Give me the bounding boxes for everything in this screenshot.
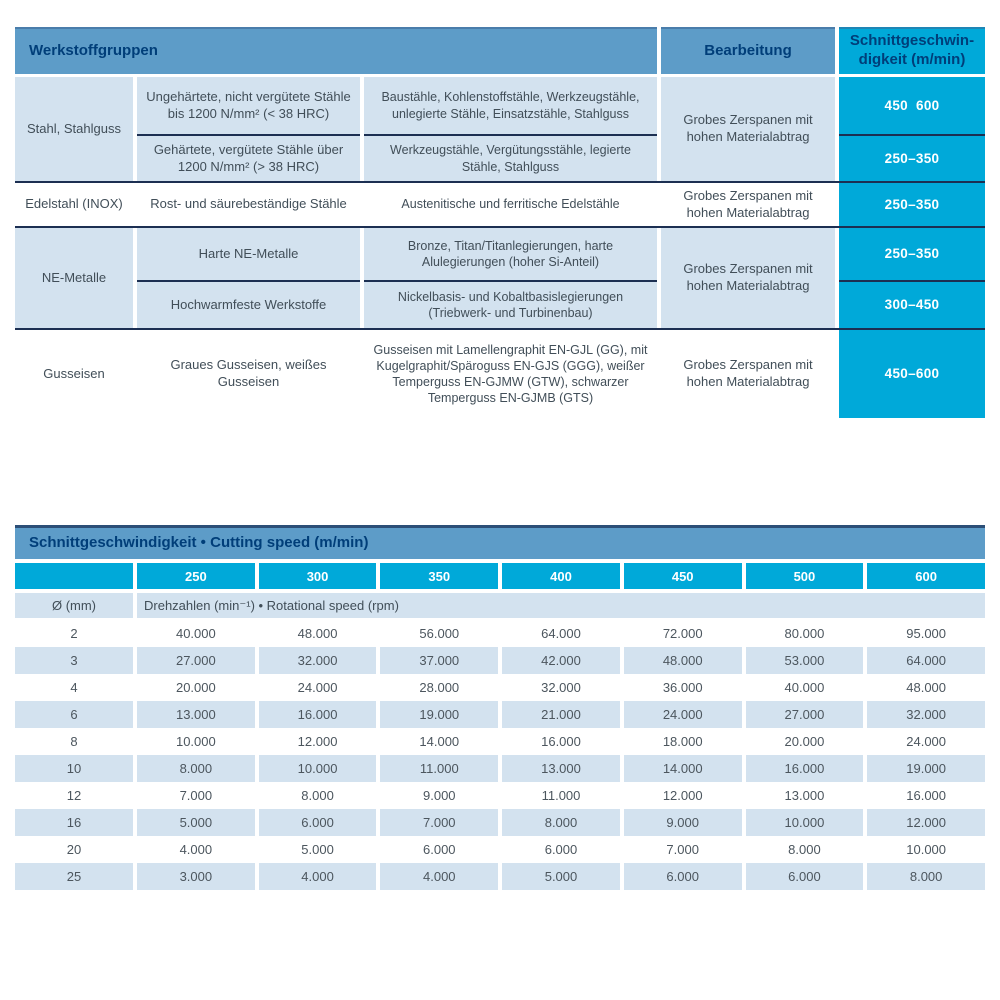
t2-rpm-cell: 28.000: [419, 680, 460, 695]
t2-unit-label: Drehzahlen (min⁻¹) • Rotational speed (rpm): [137, 593, 985, 618]
t2-speed-col-header: 400: [502, 563, 620, 589]
t2-diameter-cell: 2: [70, 626, 78, 641]
t2-rpm-cell: 11.000: [380, 755, 498, 782]
t2-rpm-cell: 27.000: [746, 701, 864, 728]
t2-rpm-cell: 24.000: [906, 734, 947, 749]
t2-rpm-cell: 24.000: [624, 701, 742, 728]
material-groups-table: [15, 27, 985, 418]
t2-rpm-cell: 9.000: [624, 809, 742, 836]
t2-diameter-cell: 6: [15, 701, 133, 728]
t2-rpm-cell: 5.000: [301, 842, 334, 857]
t2-speed-col-header: 250: [137, 563, 255, 589]
t2-rpm-cell: 7.000: [666, 842, 699, 857]
group-name-cell: NE-Metalle: [15, 228, 133, 328]
t2-rpm-cell: 10.000: [906, 842, 947, 857]
subtype-cell: Harte NE-Metalle: [137, 228, 360, 280]
t2-rpm-cell: 13.000: [784, 788, 825, 803]
table1-header-cutting-speed: [839, 27, 985, 74]
t2-rpm-cell: 32.000: [259, 647, 377, 674]
subtype-cell: Ungehärtete, nicht vergütete Stähle bis 1200 N/mm² (< 38 HRC): [137, 77, 360, 134]
t2-rpm-cell: 6.000: [746, 863, 864, 890]
t2-rpm-cell: 8.000: [137, 755, 255, 782]
t2-rpm-cell: 18.000: [662, 734, 703, 749]
t2-rpm-cell: 64.000: [541, 626, 581, 641]
t2-rpm-cell: 40.000: [784, 680, 825, 695]
t2-rpm-cell: 16.000: [906, 788, 947, 803]
examples-cell: Nickelbasis- und Kobaltbasislegierungen (Triebwerk- und Turbinenbau): [364, 282, 657, 328]
t2-rpm-cell: 37.000: [380, 647, 498, 674]
t2-rpm-cell: 16.000: [746, 755, 864, 782]
t2-rpm-cell: 21.000: [502, 701, 620, 728]
t2-diameter-cell: 20: [66, 842, 82, 857]
subtype-cell: Hochwarmfeste Werkstoffe: [137, 282, 360, 328]
t2-rpm-cell: 56.000: [419, 626, 460, 641]
table1-header-materials: Werkstoffgruppen: [15, 27, 657, 74]
subtype-cell: Gehärtete, vergütete Stähle über 1200 N/mm² (> 38 HRC): [137, 136, 360, 181]
examples-cell: Werkzeugstähle, Vergütungsstähle, legierte Stähle, Stahlguss: [364, 136, 657, 181]
t2-rpm-cell: 24.000: [297, 680, 338, 695]
t2-rpm-cell: 48.000: [624, 647, 742, 674]
t2-diameter-cell: 4: [70, 680, 78, 695]
group-name-cell: Stahl, Stahlguss: [15, 77, 133, 181]
t2-rpm-cell: 9.000: [423, 788, 456, 803]
subtype-cell: Rost- und säurebeständige Stähle: [137, 183, 360, 226]
t2-rpm-cell: 32.000: [867, 701, 985, 728]
machining-cell: Grobes Zerspanen mit hohen Materialabtrag: [661, 183, 835, 226]
t2-rpm-cell: 8.000: [867, 863, 985, 890]
table2-title: Schnittgeschwindigkeit • Cutting speed (m/min): [15, 525, 985, 559]
t2-rpm-cell: 27.000: [137, 647, 255, 674]
t2-rpm-cell: 32.000: [541, 680, 581, 695]
t2-diameter-label: Ø (mm): [15, 593, 133, 618]
t2-diameter-cell: 10: [15, 755, 133, 782]
t2-rpm-cell: 12.000: [297, 734, 338, 749]
t2-rpm-cell: 4.000: [179, 842, 213, 857]
t2-diameter-cell: 25: [15, 863, 133, 890]
t2-rpm-cell: 13.000: [502, 755, 620, 782]
speed-header-line1: Schnittgeschwin-: [849, 31, 975, 49]
t2-rpm-cell: 72.000: [662, 626, 703, 641]
t2-speed-col-header: 500: [746, 563, 864, 589]
t2-rpm-cell: 12.000: [867, 809, 985, 836]
t2-rpm-cell: 13.000: [137, 701, 255, 728]
examples-cell: Bronze, Titan/Titanlegierungen, harte Alulegierungen (hoher Si-Anteil): [364, 228, 657, 280]
t2-rpm-cell: 10.000: [175, 734, 216, 749]
t2-rpm-cell: 40.000: [175, 626, 216, 641]
t2-rpm-cell: 80.000: [784, 626, 825, 641]
t2-rpm-cell: 19.000: [867, 755, 985, 782]
t2-rpm-cell: 12.000: [662, 788, 703, 803]
t2-rpm-cell: 14.000: [624, 755, 742, 782]
examples-cell: Gusseisen mit Lamellengraphit EN-GJL (GG), mit Kugelgraphit/Späroguss EN-GJS (GGG), weißer Temperguss EN-GJMW (GTW), schwarzer Temperguss EN-GJMB (GTS): [364, 330, 657, 418]
t2-diameter-cell: 8: [70, 734, 78, 749]
group-name-cell: Edelstahl (INOX): [15, 183, 133, 226]
t2-rpm-cell: 3.000: [137, 863, 255, 890]
subtype-cell: Graues Gusseisen, weißes Gusseisen: [137, 330, 360, 418]
speed-header-line2: digkeit (m/min): [858, 50, 966, 68]
t2-rpm-cell: 19.000: [380, 701, 498, 728]
t2-rpm-cell: 16.000: [259, 701, 377, 728]
speed-range-cell: 450 600: [839, 77, 985, 134]
t2-rpm-cell: 7.000: [380, 809, 498, 836]
t2-rpm-cell: 8.000: [502, 809, 620, 836]
t2-rpm-cell: 95.000: [906, 626, 947, 641]
t2-rpm-cell: 6.000: [544, 842, 578, 857]
speed-range-cell: 250–350: [839, 228, 985, 280]
t2-rpm-cell: 5.000: [502, 863, 620, 890]
speed-range-cell: 300–450: [839, 282, 985, 328]
t2-rpm-cell: 6.000: [624, 863, 742, 890]
t2-speed-col-header: 600: [867, 563, 985, 589]
group-name-cell: Gusseisen: [15, 330, 133, 418]
t2-rpm-cell: 42.000: [502, 647, 620, 674]
table1-header-machining: Bearbeitung: [661, 27, 835, 74]
t2-rpm-cell: 4.000: [380, 863, 498, 890]
t2-speed-col-header: 450: [624, 563, 742, 589]
t2-rpm-cell: 14.000: [419, 734, 460, 749]
speed-range-cell: 250–350: [839, 183, 985, 226]
t2-rpm-cell: 6.000: [423, 842, 456, 857]
t2-rpm-cell: 48.000: [297, 626, 338, 641]
t2-rpm-cell: 53.000: [746, 647, 864, 674]
speed-range-cell: 250–350: [839, 136, 985, 181]
t2-diameter-cell: 16: [15, 809, 133, 836]
examples-cell: Austenitische und ferritische Edelstähle: [364, 183, 657, 226]
t2-rpm-cell: 20.000: [175, 680, 216, 695]
t2-diameter-cell: 12: [66, 788, 82, 803]
t2-rpm-cell: 64.000: [867, 647, 985, 674]
t2-rpm-cell: 11.000: [541, 788, 581, 803]
t2-rpm-cell: 36.000: [662, 680, 703, 695]
machining-cell: Grobes Zerspanen mit hohen Materialabtrag: [661, 330, 835, 418]
machining-cell: Grobes Zerspanen mit hohen Materialabtrag: [661, 228, 835, 328]
t2-rpm-cell: 5.000: [137, 809, 255, 836]
t2-rpm-cell: 4.000: [259, 863, 377, 890]
t2-speed-col-header: 350: [380, 563, 498, 589]
t2-rpm-cell: 20.000: [784, 734, 825, 749]
t2-speed-col-header: 300: [259, 563, 377, 589]
machining-cell: Grobes Zerspanen mit hohen Materialabtrag: [661, 77, 835, 181]
t2-rpm-cell: 6.000: [259, 809, 377, 836]
cutting-speed-table: [15, 525, 985, 890]
examples-cell: Baustähle, Kohlenstoffstähle, Werkzeugstähle, unlegierte Stähle, Einsatzstähle, Stahlguss: [364, 77, 657, 134]
t2-diameter-cell: 3: [15, 647, 133, 674]
t2-rpm-cell: 48.000: [906, 680, 947, 695]
t2-rpm-cell: 16.000: [541, 734, 581, 749]
t2-corner-cell: [15, 563, 133, 589]
t2-rpm-cell: 10.000: [259, 755, 377, 782]
t2-rpm-cell: 10.000: [746, 809, 864, 836]
t2-rpm-cell: 7.000: [179, 788, 213, 803]
t2-rpm-cell: 8.000: [301, 788, 334, 803]
speed-range-cell: 450–600: [839, 330, 985, 418]
t2-rpm-cell: 8.000: [788, 842, 821, 857]
